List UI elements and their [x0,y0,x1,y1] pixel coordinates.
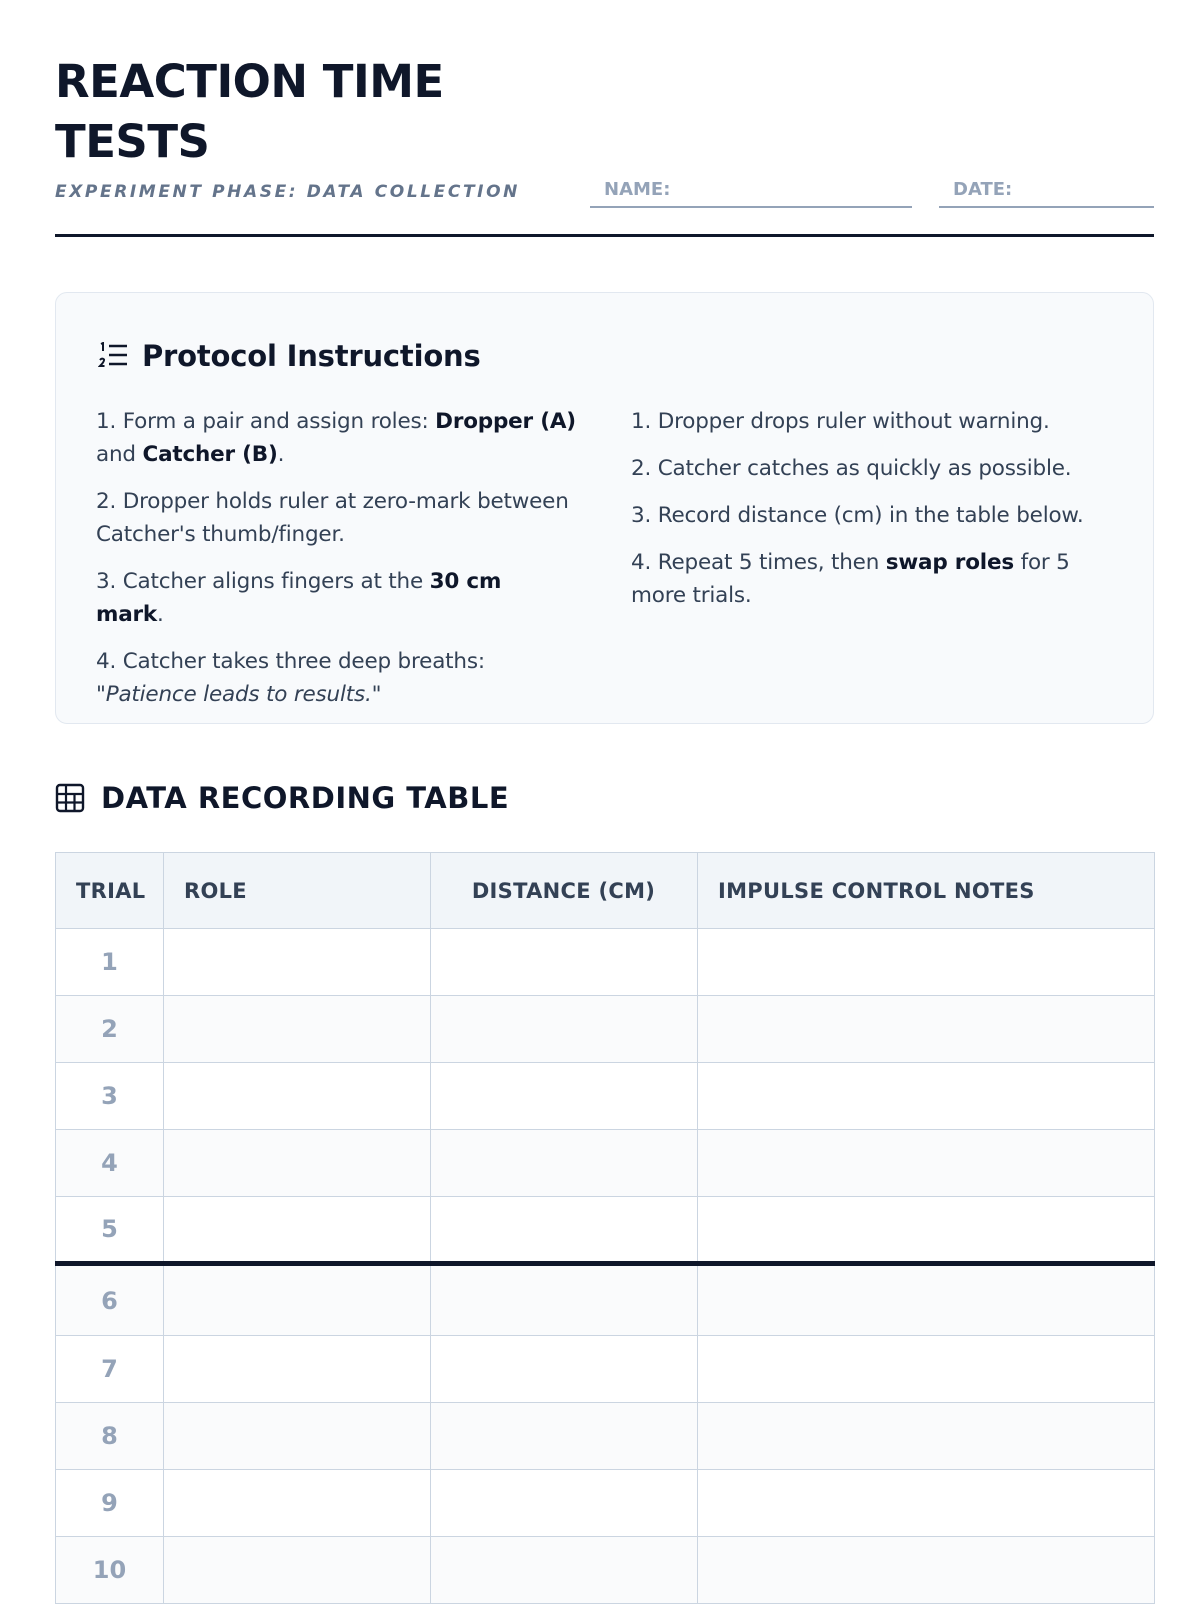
notes-cell[interactable] [698,1264,1155,1336]
trial-number: 9 [56,1470,164,1537]
trial-number: 2 [56,996,164,1063]
notes-cell[interactable] [698,1537,1155,1604]
date-field[interactable]: DATE: [939,172,1154,208]
instruction-step: 1. Form a pair and assign roles: Dropper (A) and Catcher (B). [96,409,576,467]
instruction-step: 3. Catcher aligns fingers at the 30 cm mark. [96,569,502,627]
notes-cell[interactable] [698,929,1155,996]
trial-number: 8 [56,1403,164,1470]
instruction-step: 4. Catcher takes three deep breaths: "Patience leads to results." [96,645,576,711]
table-row [56,996,1155,1063]
role-cell[interactable] [164,1336,431,1403]
role-cell[interactable] [164,1470,431,1537]
protocol-instructions-card [55,292,1154,724]
notes-cell[interactable] [698,1197,1155,1264]
instructions-left-list [96,405,576,725]
role-cell[interactable] [164,1197,431,1264]
data-table-header [55,781,509,815]
table-row [56,1470,1155,1537]
instruction-step: 1. Dropper drops ruler without warning. [631,409,1050,434]
trial-number: 10 [56,1537,164,1604]
role-cell[interactable] [164,1264,431,1336]
table-row [56,1264,1155,1336]
table-row [56,1197,1155,1264]
notes-cell[interactable] [698,1470,1155,1537]
role-cell[interactable] [164,1537,431,1604]
distance-cell[interactable] [431,1197,698,1264]
column-header-trial: TRIAL [56,853,164,929]
table-row [56,929,1155,996]
instruction-quote: "Patience leads to results." [96,682,382,707]
trial-number: 6 [56,1264,164,1336]
trial-number: 3 [56,1063,164,1130]
table-row [56,1403,1155,1470]
distance-cell[interactable] [431,1336,698,1403]
column-header-role: ROLE [164,853,431,929]
instruction-step: 2. Dropper holds ruler at zero-mark between Catcher's thumb/finger. [96,489,569,547]
notes-cell[interactable] [698,1063,1155,1130]
table-row [56,1336,1155,1403]
role-cell[interactable] [164,1403,431,1470]
trial-number: 4 [56,1130,164,1197]
trial-number: 1 [56,929,164,996]
instructions-right-list [631,405,1111,626]
role-cell[interactable] [164,1063,431,1130]
role-cell[interactable] [164,996,431,1063]
distance-cell[interactable] [431,929,698,996]
notes-cell[interactable] [698,1403,1155,1470]
notes-cell[interactable] [698,1130,1155,1197]
data-recording-table [55,852,1155,1604]
card-title: Protocol Instructions [142,339,481,373]
distance-cell[interactable] [431,1063,698,1130]
trial-number: 7 [56,1336,164,1403]
distance-cell[interactable] [431,1537,698,1604]
table-row [56,1130,1155,1197]
role-cell[interactable] [164,1130,431,1197]
card-header [98,339,481,373]
page-title: REACTION TIME TESTS [55,55,444,168]
distance-cell[interactable] [431,1403,698,1470]
table-header-row [56,853,1155,929]
distance-cell[interactable] [431,996,698,1063]
numbered-list-icon [98,342,128,370]
table-grid-icon [55,783,85,813]
data-table-title: DATA RECORDING TABLE [101,781,510,815]
table-row [56,1537,1155,1604]
name-field[interactable]: NAME: [590,172,912,208]
header-divider [55,234,1154,237]
instruction-step: 4. Repeat 5 times, then swap roles for 5 more trials. [631,550,1070,608]
trial-number: 5 [56,1197,164,1264]
experiment-phase: EXPERIMENT PHASE: DATA COLLECTION [55,182,520,202]
distance-cell[interactable] [431,1264,698,1336]
instruction-step: 2. Catcher catches as quickly as possible. [631,456,1072,481]
column-header-distance: DISTANCE (CM) [431,853,698,929]
distance-cell[interactable] [431,1130,698,1197]
role-cell[interactable] [164,929,431,996]
table-row [56,1063,1155,1130]
distance-cell[interactable] [431,1470,698,1537]
column-header-notes: IMPULSE CONTROL NOTES [698,853,1155,929]
notes-cell[interactable] [698,996,1155,1063]
notes-cell[interactable] [698,1336,1155,1403]
instruction-step: 3. Record distance (cm) in the table below. [631,503,1084,528]
